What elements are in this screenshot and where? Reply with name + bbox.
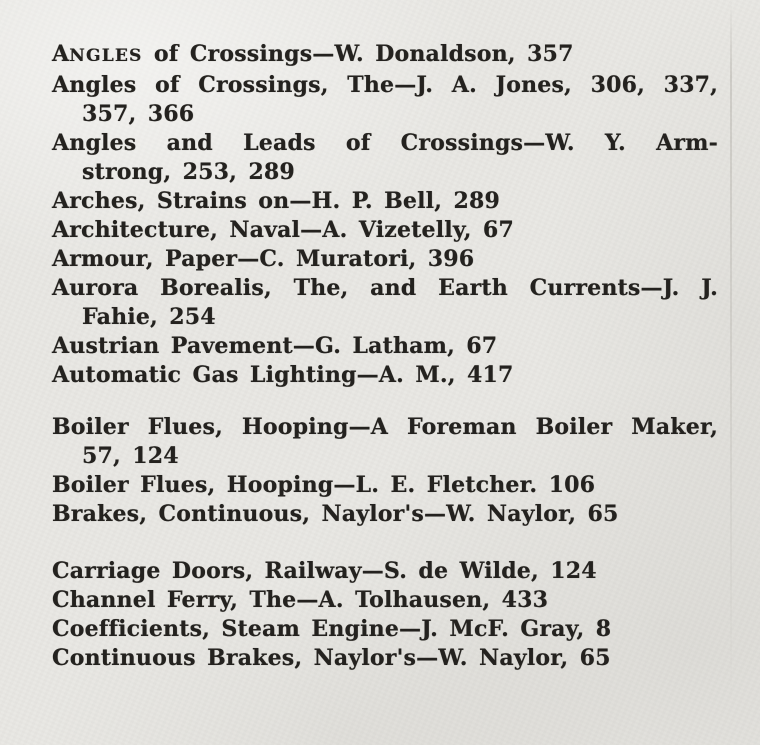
- index-entry: Aurora Borealis, The, and Earth Currents—J. J.: [52, 275, 718, 301]
- index-entry: Channel Ferry, The—A. Tolhausen, 433: [52, 587, 549, 613]
- index-entry: Angles and Leads of Crossings—W. Y. Arm-: [52, 130, 718, 156]
- index-entry: [52, 40, 718, 71]
- index-entry: Boiler Flues, Hooping—A Foreman Boiler Maker,: [52, 414, 718, 440]
- index-entry: Armour, Paper—C. Muratori, 396: [52, 246, 475, 272]
- index-entry-smallcaps-lead: A: [52, 41, 70, 67]
- index-text-column: [52, 40, 718, 673]
- index-entry-continuation: 57, 124: [82, 443, 179, 469]
- index-entry-continuation: strong, 253, 289: [82, 159, 295, 185]
- index-entry-text: of Crossings—W. Donaldson, 357: [142, 41, 574, 67]
- index-entry-smallcaps-rest: NGLES: [69, 46, 143, 66]
- index-entry: Arches, Strains on—H. P. Bell, 289: [52, 188, 500, 214]
- page-crease-line: [730, 0, 732, 745]
- index-entry: Coefficients, Steam Engine—J. McF. Gray, 8: [52, 616, 612, 642]
- index-entry-continuation: 357, 366: [82, 101, 195, 127]
- index-entry: Continuous Brakes, Naylor's—W. Naylor, 65: [52, 645, 611, 671]
- index-group-a: [52, 40, 718, 390]
- index-entry: Automatic Gas Lighting—A. M., 417: [52, 362, 514, 388]
- index-entry: Austrian Pavement—G. Latham, 67: [52, 333, 498, 359]
- index-entry: Angles of Crossings, The—J. A. Jones, 306, 337,: [52, 72, 718, 98]
- index-entry-continuation: Fahie, 254: [82, 304, 216, 330]
- index-entry: Brakes, Continuous, Naylor's—W. Naylor, 65: [52, 501, 619, 527]
- index-group-b: [52, 413, 718, 529]
- index-entry: Boiler Flues, Hooping—L. E. Fletcher. 106: [52, 472, 596, 498]
- index-entry: Carriage Doors, Railway—S. de Wilde, 124: [52, 558, 597, 584]
- index-group-c: [52, 557, 718, 673]
- index-entry: Architecture, Naval—A. Vizetelly, 67: [52, 217, 514, 243]
